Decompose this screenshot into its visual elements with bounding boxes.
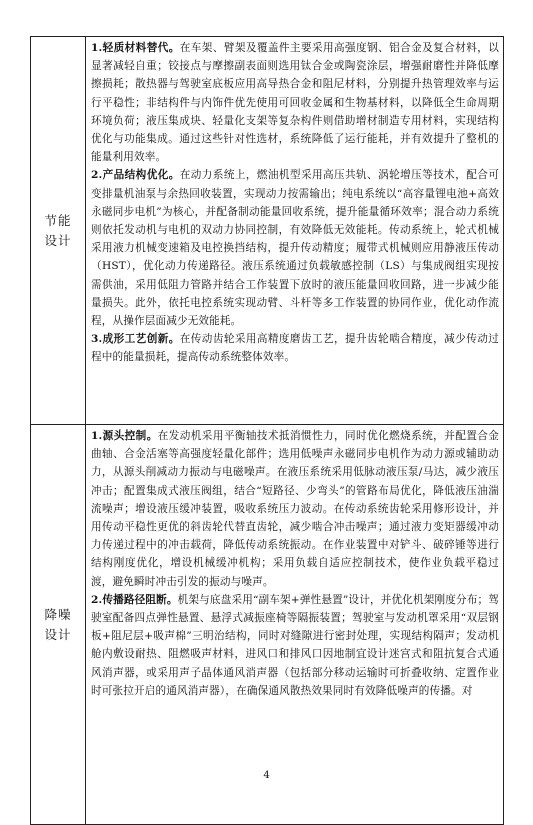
row-label-noise-reduction <box>31 425 86 825</box>
paragraph <box>91 166 499 330</box>
section-text: 在车架、臂架及覆盖件主要采用高强度钢、铝合金及复合材料，以显著减轻自重；铰接点与摩擦副表面则选用钛合金或陶瓷涂层，增强耐磨性并降低摩擦损耗；散热器与驾驶室底板应用高导热合金和阻尼材料，分别提升热管理效率与运行平稳性；非结构件与内饰件优先使用可回收金属和生物基材料，以降低全生命周期环境负荷；液压集成块、轻量化支架等复杂构件则借助增材制造专用材料，实现结构优化与功能集成。通过这些针对性选材，系统降低了运行能耗，并有效提升了整机的能量利用效率。 <box>91 42 499 164</box>
table-row-energy-saving <box>31 37 504 425</box>
section-title: 1.轻质材料替代。 <box>91 42 180 54</box>
paragraph <box>91 427 499 591</box>
table-row-noise-reduction <box>31 425 504 825</box>
row-content-energy-saving <box>86 37 504 425</box>
row-label-line2: 设计 <box>44 232 72 248</box>
section-text: 在发动机采用平衡轴技术抵消惯性力，同时优化燃烧系统，并配置合金曲轴、合金活塞等高强度轻量化部件；选用低噪声永磁同步电机作为动力源或辅助动力，从源头削减动力振动与电磁噪声。在液压系统采用低脉动液压泵/马达，减少液压冲击；配置集成式液压阀组，结合“短路径、少弯头”的管路布局优化，降低液压油湍流噪声；增设液压缓冲装置，吸收系统压力波动。在传动系统齿轮采用修形设计，并用传动平稳性更优的斜齿轮代替直齿轮，减少啮合冲击噪声；通过液力变矩器缓冲动力传递过程中的冲击载荷，降低传动系统振动。在作业装置中对铲斗、破碎锤等进行结构刚度优化，增设机械缓冲机构；采用负载自适应控制技术，使作业负载平稳过渡，避免瞬时冲击引发的振动与噪声。 <box>91 430 500 588</box>
section-text: 在传动齿轮采用高精度磨齿工艺，提升齿轮啮合精度，减少传动过程中的能量损耗，提高传动系统整体效率。 <box>91 333 499 364</box>
section-text: 机架与底盘采用“副车架+弹性悬置”设计，并优化机架刚度分布；驾驶室配备四点弹性悬置、悬浮式减振座椅等隔振装置；驾驶室与发动机罩采用“双层钢板+阻尼层+吸声棉”三明治结构，同时对缝隙进行密封处理，实现结构隔声；发动机舱内敷设耐热、阻燃吸声材料，进风口和排风口因地制宜设计迷宫式和阻抗复合式通风消声器，或采用声子晶体通风消声器（包括部分移动运输时可折叠收纳、定置作业时可张拉开启的通风消声器），在确保通风散热效果同时有效降低噪声的传播。对 <box>91 593 499 697</box>
paragraph <box>91 591 499 700</box>
paragraph <box>91 39 499 166</box>
page-number: 4 <box>263 770 270 781</box>
section-title: 2.传播路径阻断。 <box>91 593 178 606</box>
section-text: 在动力系统上，燃油机型采用高压共轨、涡轮增压等技术，配合可变排量机油泵与余热回收装置，实现动力按需输出；纯电系统以“高容量锂电池+高效永磁同步电机”为核心，并配备制动能量回收系统，提升能量循环效率；混合动力系统则依托发动机与电机的双动力协同控制，有效降低无效能耗。传动系统上，轮式机械采用液力机械变速箱及电控换挡结构，提升传动精度；履带式机械则应用静液压传动（HST），优化动力传递路径。液压系统通过负载敏感控制（LS）与集成阀组实现按需供油，采用低阻力管路并结合工作装置下放时的液压能量回收回路，进一步减少能量损失。此外，依托电控系统实现动臂、斗杆等多工作装置的协同作业，优化动作流程，从操作层面减少无效能耗。 <box>91 169 499 328</box>
content-table <box>30 36 504 825</box>
row-label-line1: 节能 <box>44 212 72 228</box>
row-content-noise-reduction <box>86 425 504 825</box>
paragraph <box>91 330 499 366</box>
row-label-line2: 设计 <box>44 626 72 642</box>
row-label-line1: 降噪 <box>44 606 72 622</box>
section-title: 2.产品结构优化。 <box>91 169 180 182</box>
row-label-energy-saving <box>31 37 86 425</box>
section-title: 3.成形工艺创新。 <box>91 333 180 346</box>
section-title: 1.源头控制。 <box>91 430 158 442</box>
